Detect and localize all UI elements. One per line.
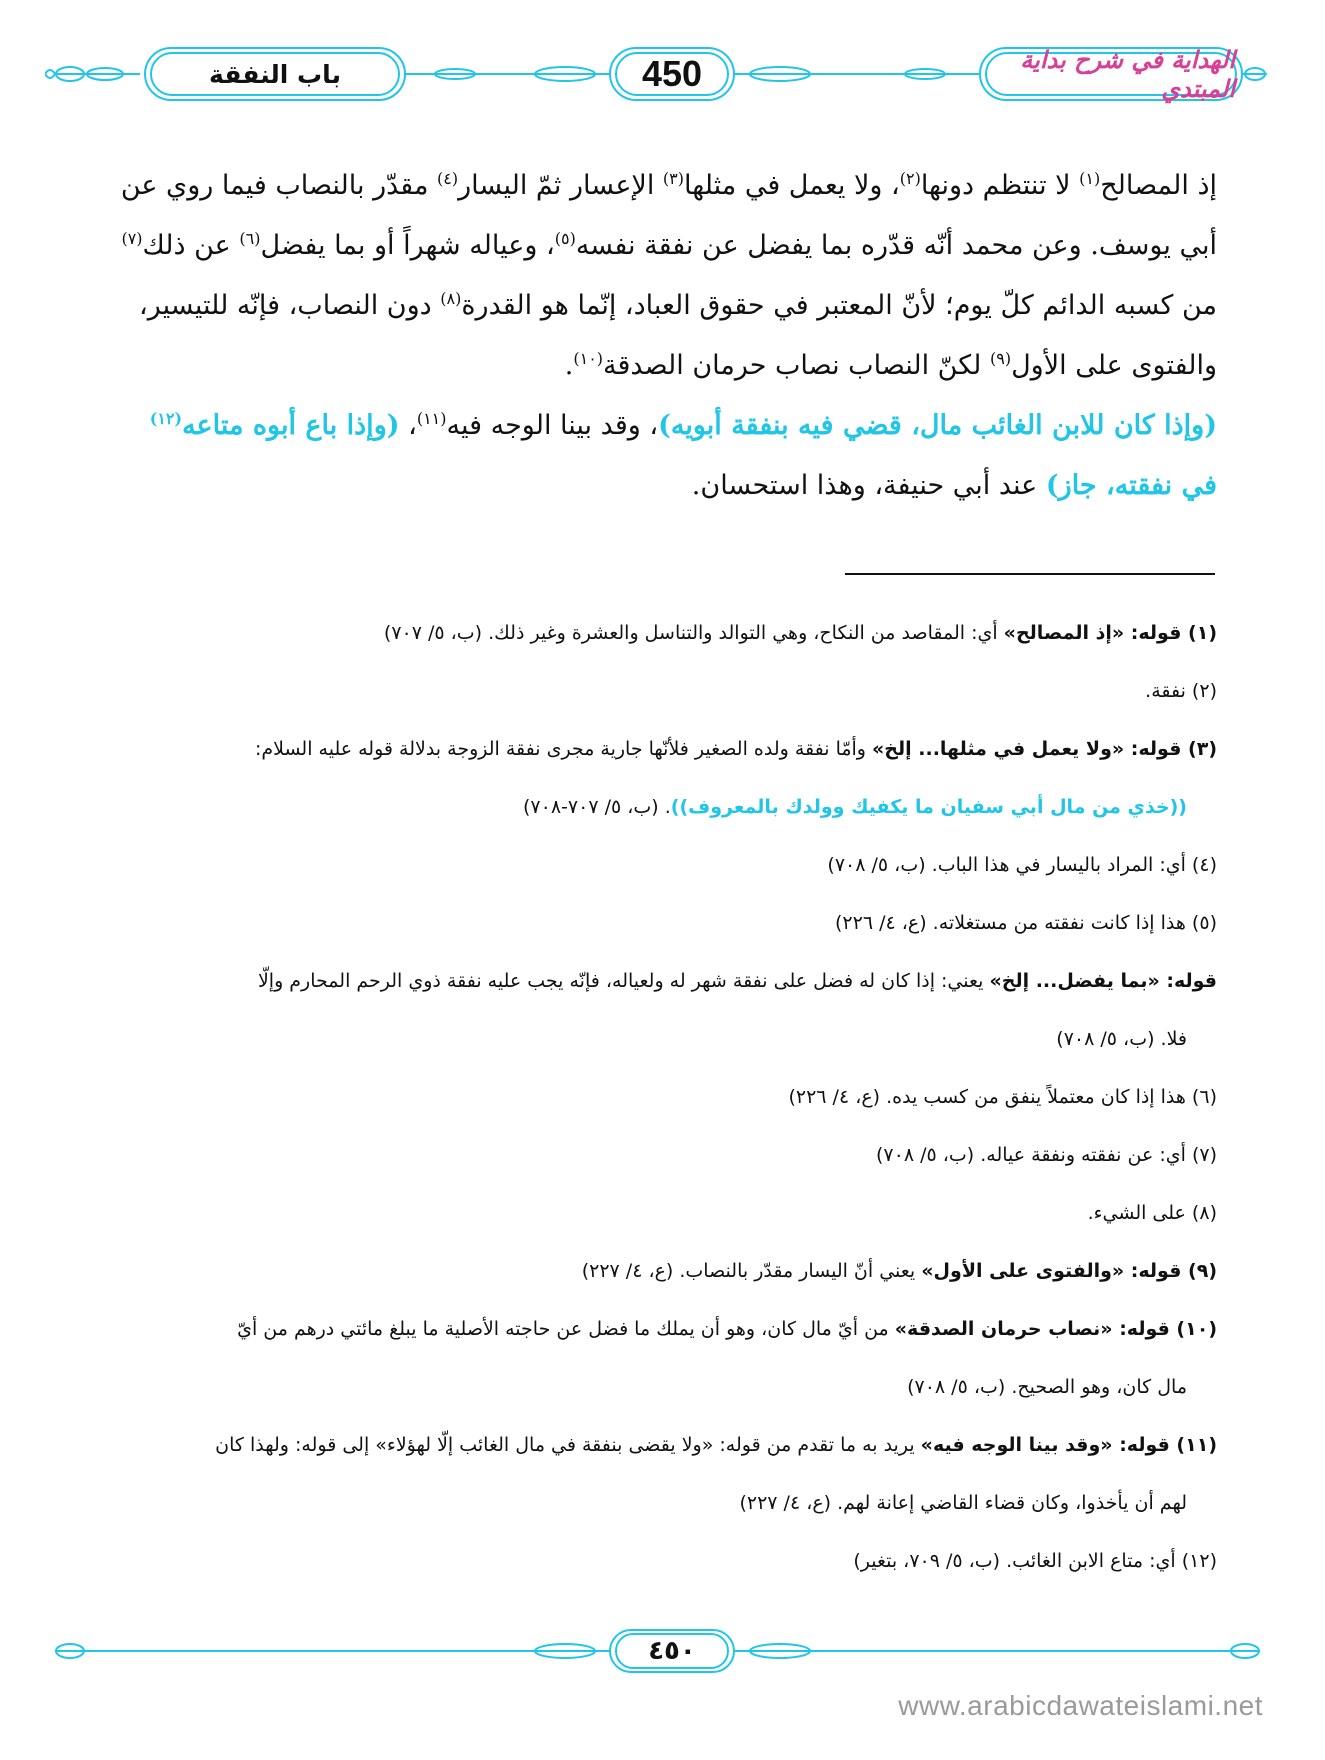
footnote-11: (١١) قوله: «وقد بينا الوجه فيه» يريد به ما تقدم من قوله: «ولا يقضى بنفقة في مال الغائب إلّا لهؤلاء» إلى قوله: ولهذا كان لهم أن يأخذوا، وكان قضاء القاضي إعانة لهم. (ع، ٤/ ٢٢٧): [215, 1434, 1217, 1514]
footnote-8: (٨) على الشيء.: [1087, 1202, 1217, 1224]
footnote-4: (٤) أي: المراد باليسار في هذا الباب. (ب، ٥/ ٧٠٨): [827, 854, 1217, 876]
footnote-3: (٣) قوله: «ولا يعمل في مثلها... إلخ» وأمّا نفقة ولده الصغير فلأنّها جارية مجرى نفقة الزوجة بدلالة قوله عليه السلام: ((خذي من مال أبي سفيان ما يكفيك وولدك بالمعروف)). (ب، ٥/ ٧٠٧-٧٠٨): [254, 738, 1217, 818]
chapter-title: باب النفقة: [209, 59, 341, 89]
footnote-6: (٦) هذا إذا كان معتملاً ينفق من كسب يده. (ع، ٤/ ٢٢٦): [788, 1086, 1217, 1108]
footnote-1: (١) قوله: «إذ المصالح» أي: المقاصد من النكاح، وهي التوالد والتناسل والعشرة وغير ذلك. (ب، ٥/ ٧٠٧): [383, 622, 1217, 644]
main-line: أبي يوسف. وعن محمد أنّه قدّره بما يفضل عن نفقة نفسه$^{(٥)}$، وعياله شهراً أو بما يفضل$^{(٦)}$ عن ذلك$^{(٧)}$: [121, 229, 1217, 261]
footnotes: [105, 604, 1217, 1590]
footnote-9: (٩) قوله: «والفتوى على الأول» يعني أنّ اليسار مقدّر بالنصاب. (ع، ٤/ ٢٢٧): [581, 1260, 1217, 1282]
main-line: والفتوى على الأول$^{(٩)}$ لكنّ النصاب نصاب حرمان الصدقة$^{(١٠)}$.: [564, 349, 1217, 381]
hadith-text: ((خذي من مال أبي سفيان ما يكفيك وولدك بالمعروف)): [670, 796, 1187, 818]
matn-text: في نفقته، جاز): [1045, 470, 1217, 501]
header-page-number: 450: [641, 53, 703, 94]
page-footer: [45, 1618, 1270, 1688]
footer-page-number: ٤٥٠: [648, 1636, 696, 1666]
main-paragraph-2: [105, 396, 1217, 516]
main-line: في نفقته، جاز) عند أبي حنيفة، وهذا استحسان.: [691, 470, 1217, 501]
website-url: www.arabicdawateislami.net: [898, 1690, 1263, 1721]
footnote-separator: [845, 573, 1215, 575]
main-line: إذ المصالح$^{(١)}$ لا تنتظم دونها$^{(٢)}$، ولا يعمل في مثلها$^{(٣)}$ الإعسار ثمّ اليسار$^{(٤)}$ مقدّر بالنصاب فيما روي عن: [120, 169, 1217, 201]
main-line: من كسبه الدائم كلّ يوم؛ لأنّ المعتبر في حقوق العباد، إنّما هو القدرة$^{(٨)}$ دون النصاب، فإنّه للتيسير،: [138, 289, 1217, 321]
book-title: الهداية في شرح بداية المبتدي: [1020, 45, 1235, 103]
matn-text: (وإذا باع أبوه متاعه: [182, 410, 400, 441]
footnote-7: (٧) أي: عن نفقته ونفقة عياله. (ب، ٥/ ٧٠٨): [875, 1144, 1217, 1166]
page-header: [45, 42, 1270, 114]
main-text: [105, 156, 1217, 516]
footnote-10: (١٠) قوله: «نصاب حرمان الصدقة» من أيّ مال كان، وهو أن يملك ما فضل عن حاجته الأصلية ما يبلغ مائتي درهم من أيّ مال كان، وهو الصحيح. (ب، ٥/ ٧٠٨): [237, 1318, 1217, 1398]
main-line: (وإذا كان للابن الغائب مال، قضي فيه بنفقة أبويه)، وقد بينا الوجه فيه$^{(١١)}$، (وإذا باع أبوه متاعه$^{(١٢)}$: [149, 409, 1217, 441]
matn-text: (وإذا كان للابن الغائب مال، قضي فيه بنفقة أبويه): [658, 410, 1217, 441]
footnote-12: (١٢) أي: متاع الابن الغائب. (ب، ٥/ ٧٠٩، بتغير): [853, 1550, 1217, 1572]
main-paragraph-1: [105, 156, 1217, 396]
footnote-unnumbered: قوله: «بما يفضل... إلخ» يعني: إذا كان له فضل على نفقة شهر له ولعياله، فإنّه يجب عليه نفقة ذوي الرحم المحارم وإلّا فلا. (ب، ٥/ ٧٠٨): [257, 970, 1217, 1050]
footnote-2: (٢) نفقة.: [1145, 680, 1217, 702]
footnote-5: (٥) هذا إذا كانت نفقته من مستغلاته. (ع، ٤/ ٢٢٦): [835, 912, 1217, 934]
